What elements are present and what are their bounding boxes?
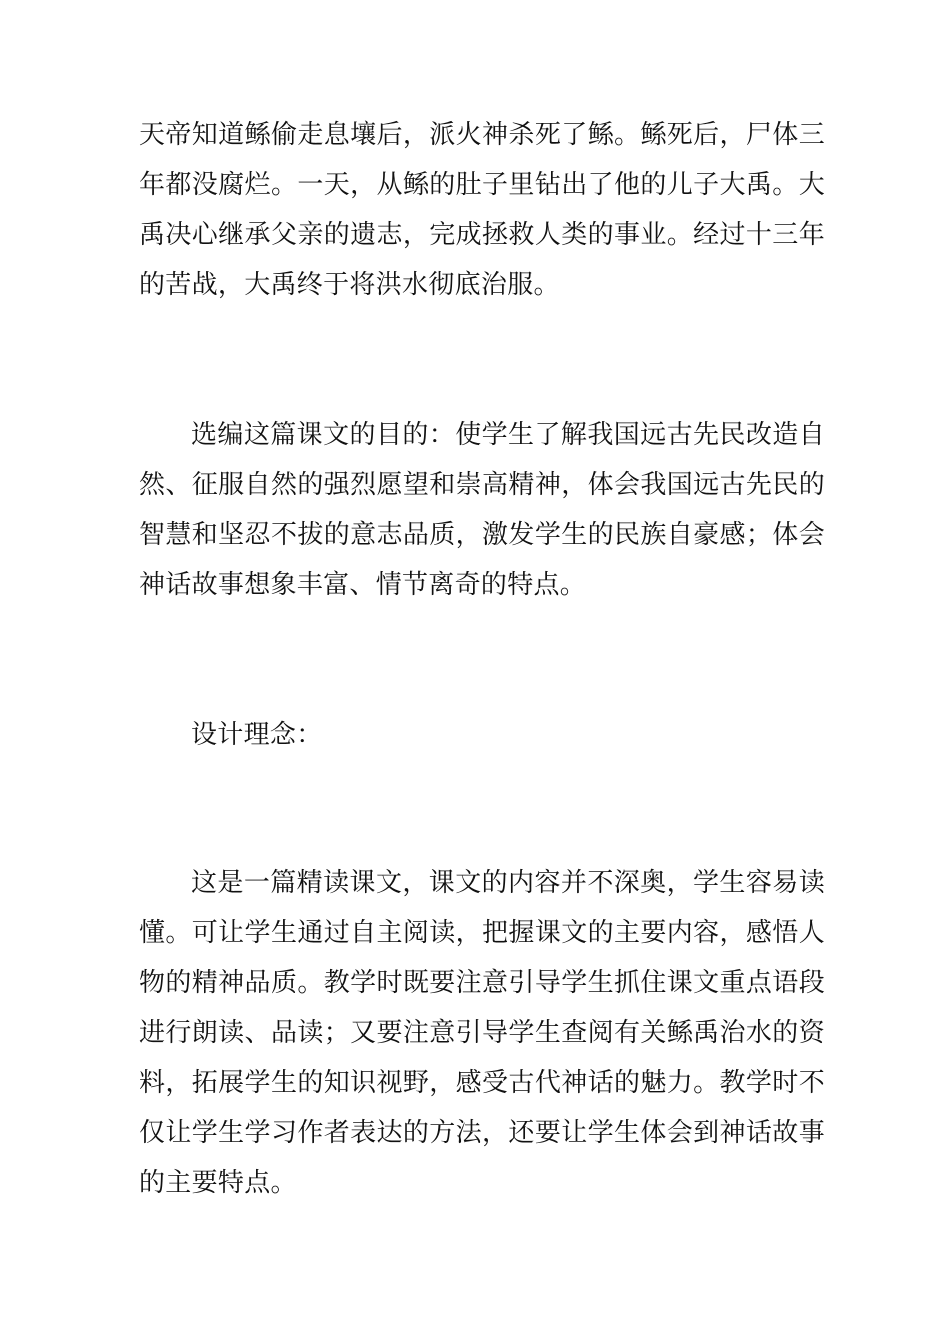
paragraph-lesson-purpose: 选编这篇课文的目的：使学生了解我国远古先民改造自然、征服自然的强烈愿望和崇高精神，体会我国远古先民的智慧和坚忍不拔的意志品质，激发学生的民族自豪感；体会神话故事想象丰富、情节离奇的特点。: [139, 420, 825, 600]
paragraph-design-concept: 这是一篇精读课文，课文的内容并不深奥，学生容易读懂。可让学生通过自主阅读，把握课文的主要内容，感悟人物的精神品质。教学时既要注意引导学生抓住课文重点语段进行朗读、品读；又要注意引导学生查阅有关鲧禹治水的资料，拓展学生的知识视野，感受古代神话的魅力。教学时不仅让学生学习作者表达的方法，还要让学生体会到神话故事的主要特点。: [139, 868, 825, 1198]
paragraph-story-ending: 天帝知道鲧偷走息壤后，派火神杀死了鲧。鲧死后，尸体三年都没腐烂。一天，从鲧的肚子里钻出了他的儿子大禹。大禹决心继承父亲的遗志，完成拯救人类的事业。经过十三年的苦战，大禹终于将洪水彻底治服。: [139, 120, 825, 300]
section-heading-design-concept: 设计理念：: [191, 720, 323, 750]
